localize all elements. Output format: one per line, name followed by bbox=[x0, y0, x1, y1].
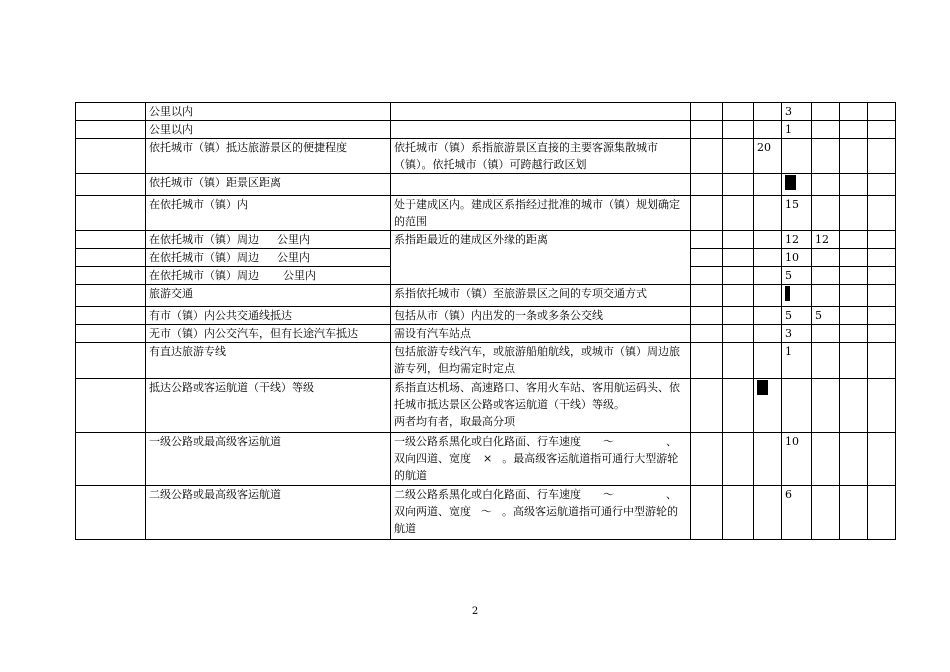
evaluation-table bbox=[75, 102, 896, 540]
table-row bbox=[76, 231, 896, 249]
page-number: 2 bbox=[471, 606, 479, 617]
table-row bbox=[76, 379, 896, 433]
table-row bbox=[76, 103, 896, 121]
item-cell: 一级公路或最高级客运航道 bbox=[146, 433, 391, 486]
table-row bbox=[76, 325, 896, 343]
table-row bbox=[76, 139, 896, 174]
black-marker bbox=[785, 286, 790, 301]
score-cell: 6 bbox=[782, 486, 812, 540]
item-cell: 依托城市（镇）距景区距离 bbox=[146, 174, 391, 196]
description-cell: 系指依托城市（镇）至旅游景区之间的专项交通方式 bbox=[391, 285, 691, 307]
score-cell: 5 bbox=[782, 267, 812, 285]
score-cell: 3 bbox=[782, 103, 812, 121]
score-cell: 5 bbox=[782, 307, 812, 325]
item-cell: 无市（镇）内公交汽车，但有长途汽车抵达 bbox=[146, 325, 391, 343]
item-cell: 有直达旅游专线 bbox=[146, 343, 391, 379]
description-cell: 二级公路系黑化或白化路面、行车速度 ～ 、 双向两道、宽度 ～ 。高级客运航道指可通行中型游轮的航道 bbox=[391, 486, 691, 540]
extra-score-cell: 5 bbox=[812, 307, 840, 325]
table-row bbox=[76, 285, 896, 307]
black-marker bbox=[757, 380, 768, 395]
item-cell: 在依托城市（镇）周边 公里内 bbox=[146, 231, 391, 249]
description-cell: 包括从市（镇）内出发的一条或多条公交线 bbox=[391, 307, 691, 325]
score-cell: 1 bbox=[782, 343, 812, 379]
item-cell: 在依托城市（镇）内 bbox=[146, 196, 391, 231]
item-cell: 公里以内 bbox=[146, 103, 391, 121]
item-cell: 公里以内 bbox=[146, 121, 391, 139]
item-cell: 旅游交通 bbox=[146, 285, 391, 307]
score-cell: 10 bbox=[782, 433, 812, 486]
score-cell: 10 bbox=[782, 249, 812, 267]
table-row bbox=[76, 343, 896, 379]
table-row bbox=[76, 307, 896, 325]
item-cell: 在依托城市（镇）周边 公里内 bbox=[146, 267, 391, 285]
extra-score-cell: 12 bbox=[812, 231, 840, 249]
item-cell: 抵达公路或客运航道（干线）等级 bbox=[146, 379, 391, 433]
black-marker bbox=[785, 175, 796, 190]
item-cell: 在依托城市（镇）周边 公里内 bbox=[146, 249, 391, 267]
table-row bbox=[76, 196, 896, 231]
score-cell: 12 bbox=[782, 231, 812, 249]
description-cell: 需设有汽车站点 bbox=[391, 325, 691, 343]
table-row bbox=[76, 486, 896, 540]
description-cell: 系指直达机场、高速路口、客用火车站、客用航运码头、依托城市抵达景区公路或客运航道（干线）等级。 两者均有者，取最高分项 bbox=[391, 379, 691, 433]
item-cell: 依托城市（镇）抵达旅游景区的便捷程度 bbox=[146, 139, 391, 174]
score-cell: 15 bbox=[782, 196, 812, 231]
score-cell: 1 bbox=[782, 121, 812, 139]
table-row bbox=[76, 121, 896, 139]
description-cell: 处于建成区内。建成区系指经过批准的城市（镇）规划确定的范围 bbox=[391, 196, 691, 231]
description-cell: 系指距最近的建成区外缘的距离 bbox=[391, 231, 691, 285]
description-cell: 依托城市（镇）系指旅游景区直接的主要客源集散城市（镇）。依托城市（镇）可跨越行政区划 bbox=[391, 139, 691, 174]
table-row bbox=[76, 433, 896, 486]
description-cell: 一级公路系黑化或白化路面、行车速度 ～ 、 双向四道、宽度 × 。最高级客运航道指可通行大型游轮的航道 bbox=[391, 433, 691, 486]
score-cell: 3 bbox=[782, 325, 812, 343]
description-cell: 包括旅游专线汽车，或旅游船舶航线，或城市（镇）周边旅游专列，但均需定时定点 bbox=[391, 343, 691, 379]
total-cell: 20 bbox=[754, 139, 782, 174]
table-row bbox=[76, 174, 896, 196]
item-cell: 二级公路或最高级客运航道 bbox=[146, 486, 391, 540]
item-cell: 有市（镇）内公共交通线抵达 bbox=[146, 307, 391, 325]
